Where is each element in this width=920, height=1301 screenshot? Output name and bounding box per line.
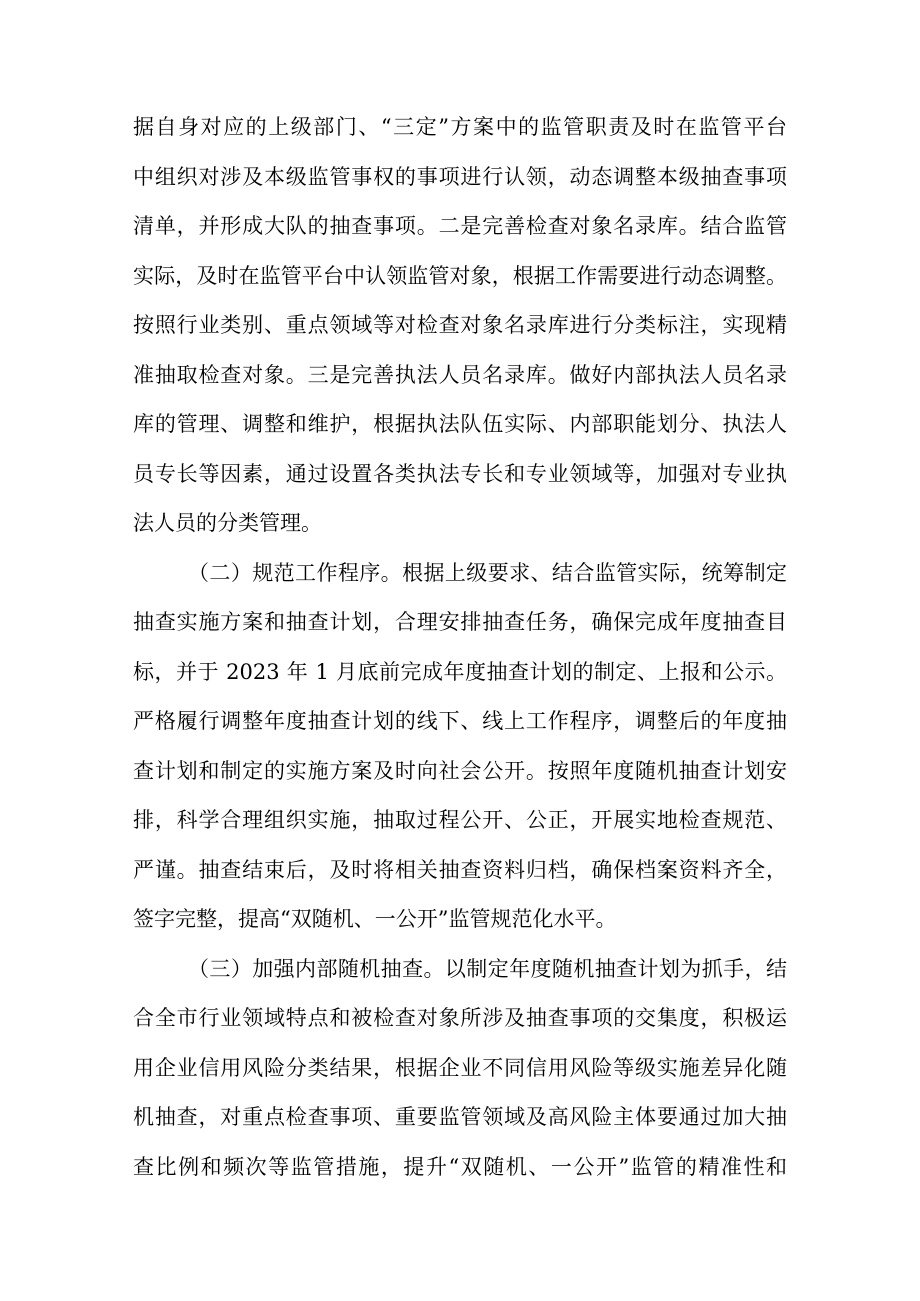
text-line: 查比例和频次等监管措施，提升“双随机、一公开”监管的精准性和 <box>133 1154 787 1179</box>
text-line: 据自身对应的上级部门、“三定”方案中的监管职责及时在监管平台 <box>133 115 787 139</box>
text-line: 机抽查，对重点检查事项、重要监管领域及高风险主体要通过加大抽 <box>133 1105 787 1129</box>
text-line: 准抽取检查对象。三是完善执法人员名录库。做好内部执法人员名录 <box>133 362 787 387</box>
paragraph <box>133 945 787 1193</box>
text-line: 合全市行业领域特点和被检查对象所涉及抽查事项的交集度，积极运 <box>133 1006 787 1030</box>
text-line: 排，科学合理组织实施，抽取过程公开、公正，开展实地检查规范、 <box>133 808 787 832</box>
text-line: 抽查实施方案和抽查计划，合理安排抽查任务，确保完成年度抽查目 <box>133 610 787 634</box>
text-line: 中组织对涉及本级监管事权的事项进行认领，动态调整本级抽查事项 <box>133 164 787 189</box>
document-page <box>133 103 787 1192</box>
text-line: 用企业信用风险分类结果，根据企业不同信用风险等级实施差异化随 <box>133 1055 787 1080</box>
paragraph <box>133 103 787 549</box>
text-line: 严谨。抽查结束后，及时将相关抽查资料归档，确保档案资料齐全， <box>133 857 787 882</box>
paragraph <box>133 549 787 945</box>
text-line: 严格履行调整年度抽查计划的线下、线上工作程序，调整后的年度抽 <box>133 709 787 733</box>
text-line: 标，并于 2023 年 1 月底前完成年度抽查计划的制定、上报和公示。 <box>133 659 787 684</box>
text-line: 清单，并形成大队的抽查事项。二是完善检查对象名录库。结合监管 <box>133 214 787 238</box>
text-line: 库的管理、调整和维护，根据执法队伍实际、内部职能划分、执法人 <box>133 412 787 436</box>
text-line: 签字完整，提高“双随机、一公开”监管规范化水平。 <box>133 907 617 931</box>
text-line: 按照行业类别、重点领域等对检查对象名录库进行分类标注，实现精 <box>133 313 787 337</box>
text-line: （二）规范工作程序。根据上级要求、结合监管实际，统筹制定 <box>188 560 787 585</box>
text-line: 查计划和制定的实施方案及时向社会公开。按照年度随机抽查计划安 <box>133 758 787 783</box>
text-line: 法人员的分类管理。 <box>133 511 322 535</box>
text-line: 员专长等因素，通过设置各类执法专长和专业领域等，加强对专业执 <box>133 461 787 486</box>
text-line: 实际，及时在监管平台中认领监管对象，根据工作需要进行动态调整。 <box>133 263 787 288</box>
text-line: （三）加强内部随机抽查。以制定年度随机抽查计划为抓手，结 <box>188 956 787 981</box>
